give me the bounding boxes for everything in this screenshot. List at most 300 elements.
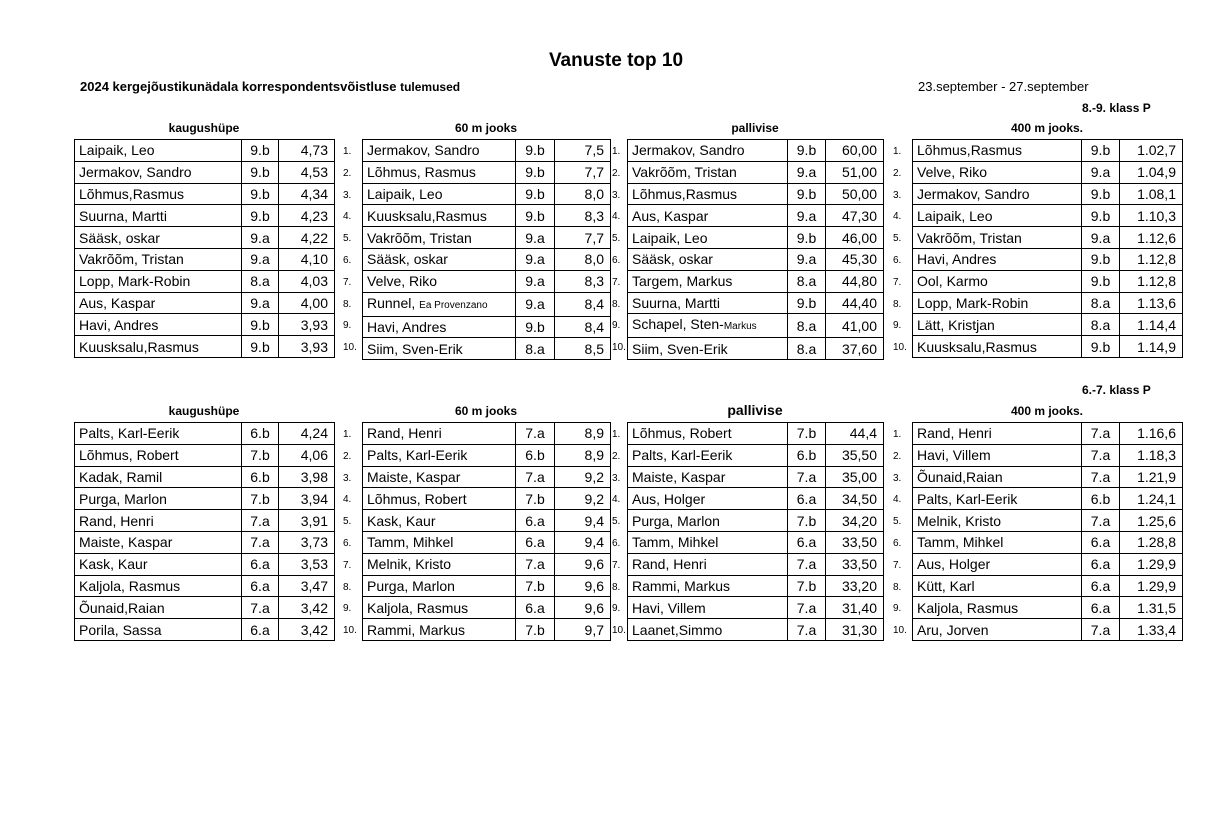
rank-number: 2. [893,167,902,179]
rank-number: 9. [612,603,621,615]
school-class: 9.b [1082,205,1120,227]
result-value: 4,73 [279,140,335,162]
athlete-name [363,316,516,338]
athlete-name-text: Rand, Henri [367,425,442,442]
athlete-name-text: Havi, Villem [632,599,706,616]
school-class: 9.a [516,248,555,270]
school-class: 6.a [788,531,826,553]
result-value: 9,4 [555,510,611,532]
athlete-name [75,183,242,205]
table-row [628,140,884,162]
athlete-name [628,270,788,292]
table-row [628,466,884,488]
athlete-name-text: Havi, Villem [917,447,991,464]
school-class: 8.a [788,270,826,292]
result-value: 4,24 [279,423,335,445]
school-class: 6.a [788,488,826,510]
athlete-name [75,488,242,510]
table-row [363,466,611,488]
athlete-name-note: Markus [723,321,757,333]
athlete-name-text: Aus, Kaspar [79,294,156,311]
athlete-name-text: Lõhmus, Robert [79,447,179,464]
rank-number: 7. [893,559,902,571]
rank-number: 10. [343,342,357,354]
athlete-name [363,227,516,249]
school-class: 9.b [242,140,279,162]
rank-number: 2. [343,450,352,462]
athlete-name [628,597,788,619]
school-class: 7.a [788,619,826,641]
result-value: 7,5 [555,140,611,162]
result-value: 4,22 [279,227,335,249]
result-value: 3,93 [279,314,335,336]
school-class: 7.b [242,488,279,510]
school-class: 8.a [242,270,279,292]
athlete-name [363,619,516,641]
athlete-name [363,488,516,510]
athlete-name [75,314,242,336]
school-class: 7.a [788,553,826,575]
athlete-name [913,336,1082,358]
result-value: 46,00 [826,227,884,249]
athlete-name-text: Suurna, Martti [79,207,167,224]
athlete-name [628,292,788,314]
athlete-name-text: Targem, Markus [632,273,733,290]
result-value: 51,00 [826,161,884,183]
school-class: 7.a [242,531,279,553]
school-class: 7.a [1082,619,1120,641]
school-class: 6.a [1082,597,1120,619]
section-class-label: 6.-7. klass P [1082,383,1151,397]
athlete-name [913,314,1082,336]
rank-number: 5. [893,233,902,245]
athlete-name [913,531,1082,553]
athlete-name-text: Purga, Marlon [367,577,455,594]
athlete-name [628,488,788,510]
rank-number: 8. [343,298,352,310]
table-row [75,597,335,619]
athlete-name-text: Siim, Sven-Erik [632,340,728,357]
school-class: 9.b [242,183,279,205]
athlete-name-text: Runnel, [367,294,416,311]
athlete-name-text: Kuusksalu,Rasmus [367,207,487,224]
result-value: 1.12,8 [1120,270,1183,292]
school-class: 9.b [516,316,555,338]
table-row [913,510,1183,532]
rank-column [612,422,626,640]
result-value: 4,34 [279,183,335,205]
athlete-name-text: Palts, Karl-Eerik [632,447,733,464]
table-row [628,575,884,597]
result-value: 4,06 [279,444,335,466]
school-class: 8.a [516,338,555,360]
table-row [75,510,335,532]
athlete-name [363,161,516,183]
rank-number: 7. [893,276,902,288]
event-heading: 60 m jooks [454,404,518,418]
result-value: 45,30 [826,248,884,270]
rank-number: 8. [893,298,902,310]
table-row [363,248,611,270]
athlete-name [913,510,1082,532]
athlete-name-text: Purga, Marlon [632,512,720,529]
rank-number: 5. [343,233,352,245]
school-class: 8.a [1082,314,1120,336]
athlete-name [75,553,242,575]
rank-number: 4. [343,211,352,223]
athlete-name [363,205,516,227]
athlete-name-text: Kuusksalu,Rasmus [917,338,1037,355]
athlete-name-text: Rand, Henri [917,425,992,442]
rank-number: 3. [343,472,352,484]
table-row [628,270,884,292]
result-value: 8,3 [555,205,611,227]
rank-number: 7. [343,276,352,288]
table-row [628,444,884,466]
result-value: 1.13,6 [1120,292,1183,314]
athlete-name [913,466,1082,488]
result-value: 7,7 [555,227,611,249]
school-class: 9.b [788,292,826,314]
athlete-name-text: Palts, Karl-Eerik [367,447,468,464]
school-class: 6.a [1082,575,1120,597]
athlete-name [75,466,242,488]
rank-number: 1. [343,429,352,440]
school-class: 7.a [788,466,826,488]
rank-number: 8. [893,581,902,593]
result-value: 34,20 [826,510,884,532]
table-row [75,248,335,270]
table-row [628,248,884,270]
school-class: 9.b [788,227,826,249]
table-row [363,510,611,532]
athlete-name-text: Lätt, Kristjan [917,316,995,333]
results-table [74,422,335,641]
athlete-name-text: Jermakov, Sandro [632,142,745,159]
athlete-name-text: Laipaik, Leo [367,185,443,202]
result-value: 7,7 [555,161,611,183]
rank-number: 5. [612,233,621,245]
school-class: 9.b [242,336,279,358]
result-value: 8,9 [555,423,611,445]
rank-number: 9. [612,320,621,332]
table-row [628,227,884,249]
table-row [363,444,611,466]
school-class: 7.a [1082,466,1120,488]
athlete-name [913,183,1082,205]
rank-number: 3. [343,189,352,201]
results-table [627,139,884,360]
athlete-name [363,597,516,619]
rank-column [612,139,626,357]
athlete-name [75,575,242,597]
table-row [363,183,611,205]
rank-number: 3. [893,189,902,201]
result-value: 1.16,6 [1120,423,1183,445]
rank-number: 4. [893,494,902,506]
athlete-name-text: Rand, Henri [632,556,707,573]
table-row [913,466,1183,488]
athlete-name-text: Õunaid,Raian [79,599,165,616]
athlete-name [913,444,1082,466]
result-value: 1.24,1 [1120,488,1183,510]
table-row [75,140,335,162]
result-value: 1.28,8 [1120,531,1183,553]
school-class: 7.b [788,423,826,445]
school-class: 8.a [788,314,826,338]
school-class: 9.b [516,183,555,205]
athlete-name [628,510,788,532]
result-value: 37,60 [826,338,884,360]
table-row [628,292,884,314]
athlete-name [628,531,788,553]
table-row [913,161,1183,183]
result-value: 1.25,6 [1120,510,1183,532]
school-class: 6.a [242,575,279,597]
athlete-name [363,553,516,575]
athlete-name [75,619,242,641]
result-value: 1.29,9 [1120,575,1183,597]
table-row [628,553,884,575]
school-class: 9.b [1082,336,1120,358]
athlete-name-text: Rand, Henri [79,512,154,529]
table-row [363,227,611,249]
table-row [913,314,1183,336]
athlete-name [628,227,788,249]
table-row [628,183,884,205]
result-value: 9,6 [555,553,611,575]
athlete-name-text: Lopp, Mark-Robin [917,294,1029,311]
school-class: 9.b [1082,183,1120,205]
school-class: 6.b [516,444,555,466]
athlete-name [913,575,1082,597]
athlete-name-text: Lopp, Mark-Robin [79,273,191,290]
athlete-name [628,248,788,270]
athlete-name-text: Sääsk, oskar [632,251,713,268]
school-class: 7.a [242,597,279,619]
rank-number: 3. [612,472,621,484]
athlete-name [75,205,242,227]
athlete-name-text: Ool, Karmo [917,273,988,290]
result-value: 1.04,9 [1120,161,1183,183]
athlete-name [75,510,242,532]
result-value: 1.29,9 [1120,553,1183,575]
rank-number: 1. [893,429,902,440]
table-row [363,488,611,510]
athlete-name-text: Vakrõõm, Tristan [79,251,184,268]
school-class: 9.a [516,270,555,292]
school-class: 9.b [1082,248,1120,270]
table-row [75,531,335,553]
rank-number: 10. [343,625,357,637]
athlete-name [628,553,788,575]
school-class: 9.a [516,292,555,316]
school-class: 7.a [516,466,555,488]
table-row [628,619,884,641]
athlete-name [628,140,788,162]
table-row [913,227,1183,249]
rank-number: 5. [612,516,621,528]
rank-number: 10. [612,625,626,637]
athlete-name-text: Palts, Karl-Eerik [79,425,180,442]
athlete-name-text: Melnik, Kristo [367,556,452,573]
event-heading: kaugushüpe [168,404,240,418]
result-value: 3,93 [279,336,335,358]
athlete-name [75,444,242,466]
table-row [913,531,1183,553]
rank-number: 3. [893,472,902,484]
results-table [912,139,1183,358]
athlete-name-text: Vakrõõm, Tristan [632,164,737,181]
result-value: 31,40 [826,597,884,619]
rank-number: 4. [343,494,352,506]
school-class: 9.a [242,227,279,249]
rank-number: 10. [612,342,626,354]
school-class: 8.a [1082,292,1120,314]
school-class: 6.a [242,619,279,641]
athlete-name-text: Aru, Jorven [917,621,989,638]
event-heading: kaugushüpe [168,121,240,135]
table-row [628,338,884,360]
school-class: 9.b [788,140,826,162]
athlete-name [363,575,516,597]
results-table [912,422,1183,641]
athlete-name [913,227,1082,249]
table-row [913,488,1183,510]
school-class: 9.b [1082,140,1120,162]
athlete-name-text: Purga, Marlon [79,490,167,507]
school-class: 7.b [516,575,555,597]
athlete-name [75,336,242,358]
result-value: 8,3 [555,270,611,292]
result-value: 8,9 [555,444,611,466]
athlete-name [913,205,1082,227]
result-value: 33,50 [826,553,884,575]
rank-number: 5. [893,516,902,528]
athlete-name-text: Laipaik, Leo [632,229,708,246]
school-class: 7.a [242,510,279,532]
athlete-name-text: Kaljola, Rasmus [79,577,181,594]
table-row [913,292,1183,314]
table-row [363,531,611,553]
school-class: 9.a [1082,161,1120,183]
table-row [913,183,1183,205]
result-value: 1.08,1 [1120,183,1183,205]
athlete-name [913,292,1082,314]
athlete-name-text: Havi, Andres [367,318,447,335]
athlete-name-text: Tamm, Mihkel [632,534,719,551]
school-class: 7.b [788,575,826,597]
athlete-name-text: Aus, Holger [632,490,706,507]
athlete-name [363,292,516,316]
school-class: 7.a [1082,423,1120,445]
school-class: 6.b [242,466,279,488]
athlete-name-text: Lõhmus, Rasmus [367,164,476,181]
table-row [913,205,1183,227]
table-row [913,553,1183,575]
result-value: 4,53 [279,161,335,183]
rank-number: 8. [612,581,621,593]
table-row [628,531,884,553]
result-value: 50,00 [826,183,884,205]
result-value: 44,40 [826,292,884,314]
rank-number: 1. [612,429,621,440]
athlete-name-text: Siim, Sven-Erik [367,340,463,357]
athlete-name [913,248,1082,270]
rank-number: 1. [612,146,621,157]
table-row [363,423,611,445]
athlete-name [75,270,242,292]
result-value: 3,91 [279,510,335,532]
school-class: 7.b [516,488,555,510]
table-row [75,466,335,488]
rank-number: 10. [893,342,907,354]
result-value: 1.12,6 [1120,227,1183,249]
athlete-name-text: Melnik, Kristo [917,512,1002,529]
result-value: 1.12,8 [1120,248,1183,270]
result-value: 44,4 [826,423,884,445]
athlete-name-text: Lõhmus,Rasmus [917,142,1023,159]
result-value: 1.02,7 [1120,140,1183,162]
table-row [913,248,1183,270]
table-row [75,423,335,445]
school-class: 9.a [788,161,826,183]
result-value: 3,98 [279,466,335,488]
rank-number: 9. [343,603,352,615]
result-value: 3,94 [279,488,335,510]
athlete-name [363,248,516,270]
section-class-label: 8.-9. klass P [1082,101,1151,115]
table-row [913,619,1183,641]
rank-number: 9. [343,320,352,332]
athlete-name [628,183,788,205]
athlete-name [628,314,788,338]
athlete-name-text: Velve, Riko [367,273,438,290]
table-row [75,619,335,641]
result-value: 4,00 [279,292,335,314]
result-value: 34,50 [826,488,884,510]
table-row [628,205,884,227]
athlete-name-text: Lõhmus,Rasmus [79,185,185,202]
table-row [363,161,611,183]
school-class: 9.a [242,248,279,270]
result-value: 3,42 [279,619,335,641]
school-class: 6.b [1082,488,1120,510]
school-class: 8.a [788,338,826,360]
table-row [363,270,611,292]
school-class: 9.a [1082,227,1120,249]
rank-number: 9. [893,320,902,332]
result-value: 9,6 [555,597,611,619]
rank-number: 4. [612,494,621,506]
athlete-name [628,575,788,597]
school-class: 6.a [516,597,555,619]
athlete-name [628,619,788,641]
athlete-name [363,444,516,466]
athlete-name [913,553,1082,575]
table-row [913,270,1183,292]
athlete-name-text: Suurna, Martti [632,294,720,311]
athlete-name [363,140,516,162]
table-row [913,140,1183,162]
table-row [628,314,884,338]
result-value: 9,4 [555,531,611,553]
result-value: 1.31,5 [1120,597,1183,619]
athlete-name-text: Laanet,Simmo [632,621,723,638]
result-value: 8,0 [555,183,611,205]
athlete-name [628,205,788,227]
result-value: 8,0 [555,248,611,270]
